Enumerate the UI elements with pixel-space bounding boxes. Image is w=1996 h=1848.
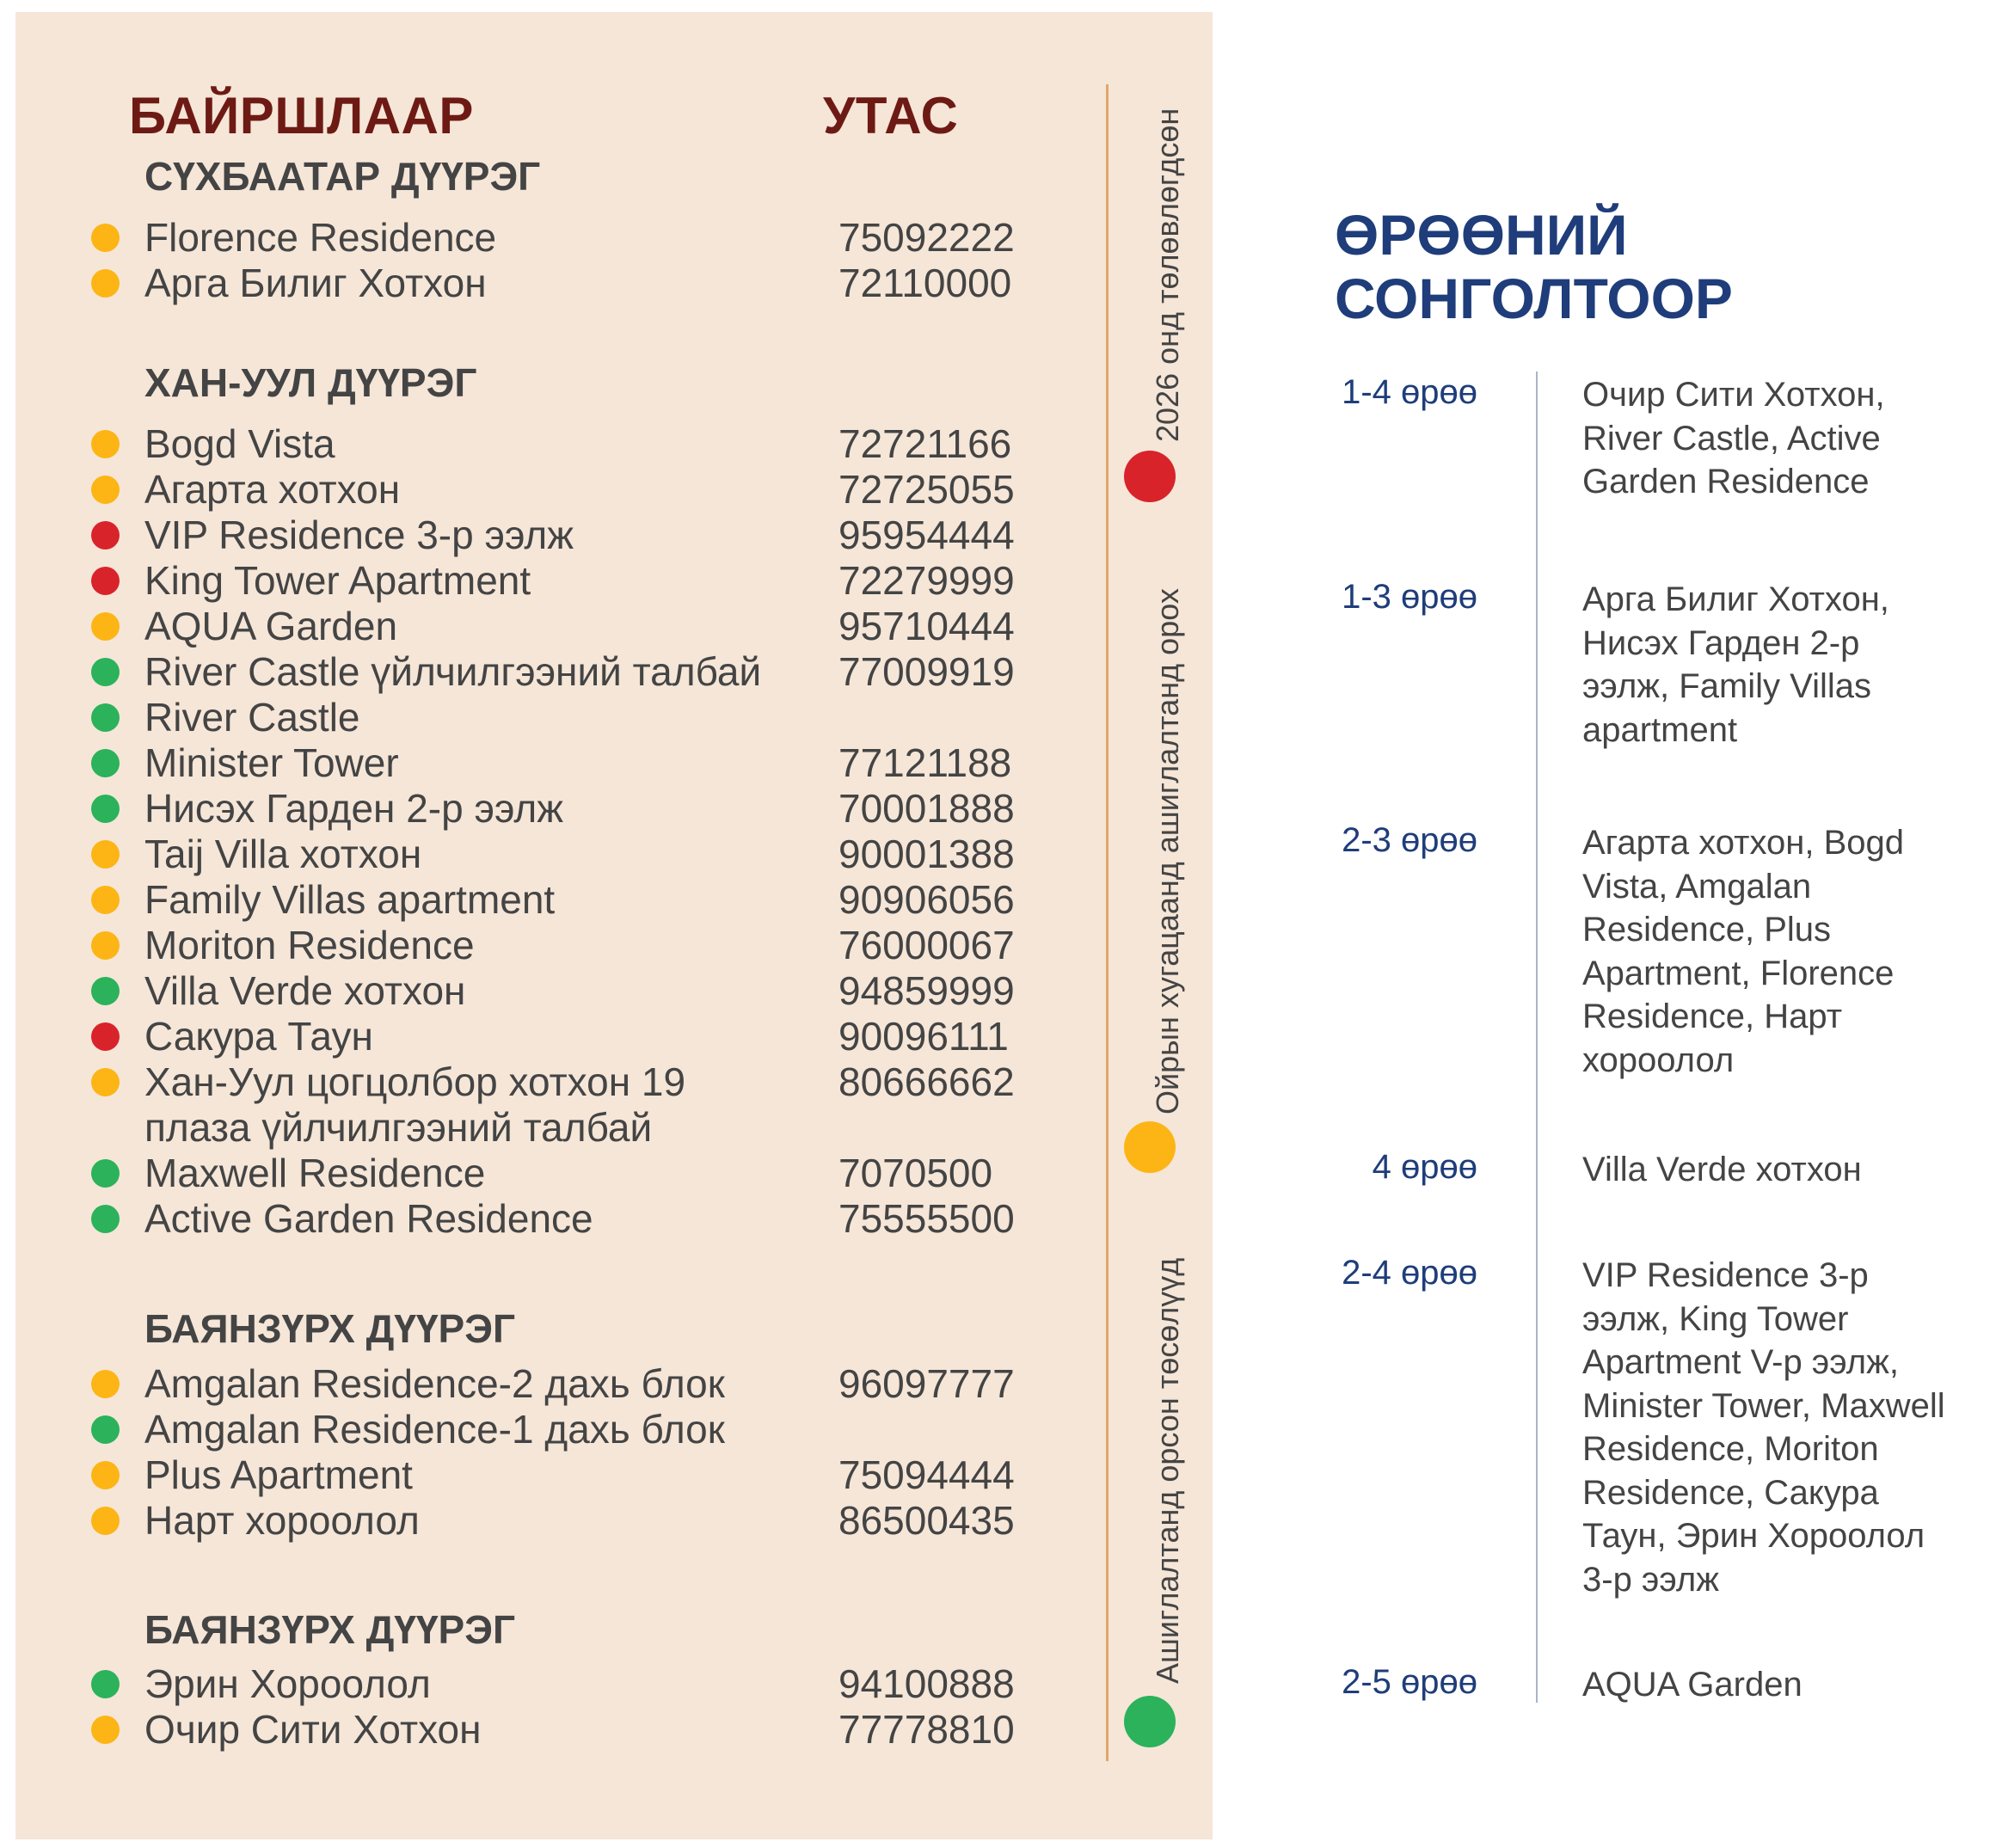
listing-name: Нисэх Гарден 2-р ээлж xyxy=(144,786,564,831)
listing-row xyxy=(15,695,1099,740)
room-count: 2-3 өрөө xyxy=(1342,821,1477,859)
listing-row xyxy=(15,1059,1099,1151)
legend-divider xyxy=(1106,84,1109,1761)
listing-row xyxy=(15,1498,1099,1544)
room-count: 2-5 өрөө xyxy=(1342,1663,1477,1701)
listing-row xyxy=(15,877,1099,923)
listing-row xyxy=(15,1707,1099,1753)
status-dot xyxy=(91,1716,120,1744)
status-dot xyxy=(91,931,120,960)
listing-phone: 77009919 xyxy=(838,649,1015,694)
listing-name: Эрин Хороолол xyxy=(144,1661,431,1706)
status-dot xyxy=(91,476,120,504)
legend-label-planned: 2026 онд төлөвлөгдсөн xyxy=(1150,107,1185,442)
status-dot xyxy=(91,1370,120,1398)
status-dot xyxy=(91,269,120,298)
listing-row xyxy=(15,1407,1099,1452)
listing-phone: 86500435 xyxy=(838,1498,1015,1543)
listing-row xyxy=(15,1014,1099,1059)
listing-name: Taij Villa хотхон xyxy=(144,832,422,876)
listing-name: Amgalan Residence-1 дахь блок xyxy=(144,1407,725,1452)
status-dot xyxy=(91,703,120,732)
listing-phone: 90001388 xyxy=(838,832,1015,876)
listing-row xyxy=(15,513,1099,558)
status-dot xyxy=(91,977,120,1005)
listing-phone: 90096111 xyxy=(838,1014,1009,1059)
listing-phone: 72279999 xyxy=(838,558,1015,603)
room-projects: Агарта хотхон, Bogd Vista, Amgalan Residence, Plus Apartment, Florence Residence, Нарт хороолол xyxy=(1582,824,1905,1079)
room-count: 2-4 өрөө xyxy=(1342,1254,1477,1292)
listing-name: River Castle xyxy=(144,695,360,740)
listing-name: Plus Apartment xyxy=(144,1452,413,1497)
legend-label-completed: Ашиглалтанд орсон төсөлүүд xyxy=(1150,1257,1185,1684)
status-dot xyxy=(91,1205,120,1233)
listing-row xyxy=(15,558,1099,604)
district-title: СҮХБААТАР ДҮҮРЭГ xyxy=(144,154,541,199)
listing-phone: 96097777 xyxy=(838,1361,1015,1406)
status-dot xyxy=(91,521,120,549)
listing-name: Minister Tower xyxy=(144,740,399,785)
listing-phone: 75094444 xyxy=(838,1452,1015,1497)
location-header: БАЙРШЛААР xyxy=(129,87,474,144)
phone-header: УТАС xyxy=(823,87,959,144)
listing-name: VIP Residence 3-р ээлж xyxy=(144,513,574,557)
listing-phone: 77778810 xyxy=(838,1707,1015,1752)
listing-row xyxy=(15,923,1099,968)
room-projects: Арга Билиг Хотхон, Нисэх Гарден 2-р ээлж, Family Villas apartment xyxy=(1582,580,1889,749)
listing-row xyxy=(15,832,1099,877)
listing-name: River Castle үйлчилгээний талбай xyxy=(144,649,762,694)
listing-row xyxy=(15,1661,1099,1707)
district-title: БАЯНЗҮРХ ДҮҮРЭГ xyxy=(144,1607,516,1652)
status-dot xyxy=(91,1022,120,1051)
status-dot xyxy=(91,1507,120,1535)
listing-phone: 75555500 xyxy=(838,1196,1015,1241)
listing-name: Очир Сити Хотхон xyxy=(144,1707,482,1752)
listing-row xyxy=(15,215,1099,261)
status-dot xyxy=(91,430,120,458)
status-dot xyxy=(91,612,120,641)
legend-dot-red xyxy=(1124,451,1176,502)
listing-row xyxy=(15,261,1099,306)
legend-dot-green xyxy=(1124,1696,1176,1747)
legend-dot-yellow xyxy=(1124,1121,1176,1173)
listing-row xyxy=(15,421,1099,467)
listing-phone: 7070500 xyxy=(838,1151,993,1195)
listing-phone: 72110000 xyxy=(838,261,1012,305)
listing-phone: 72721166 xyxy=(838,421,1012,466)
status-dot xyxy=(91,658,120,686)
listing-name: Нарт хороолол xyxy=(144,1498,420,1543)
status-dot xyxy=(91,1461,120,1489)
listing-name: Villa Verde хотхон xyxy=(144,968,466,1013)
room-count: 1-4 өрөө xyxy=(1342,373,1477,411)
room-count: 4 өрөө xyxy=(1372,1148,1477,1186)
listing-row xyxy=(15,467,1099,513)
room-projects: Очир Сити Хотхон, River Castle, Active Garden Residence xyxy=(1582,376,1885,500)
listing-row xyxy=(15,604,1099,649)
status-dot xyxy=(91,567,120,595)
listing-row xyxy=(15,740,1099,786)
listing-name: Active Garden Residence xyxy=(144,1196,593,1241)
room-divider xyxy=(1536,371,1538,1703)
listing-name: AQUA Garden xyxy=(144,604,398,648)
listing-name: Сакура Таун xyxy=(144,1014,373,1059)
listing-phone: 90906056 xyxy=(838,877,1015,922)
listing-name: Арга Билиг Хотхон xyxy=(144,261,487,305)
listing-name: Агарта хотхон xyxy=(144,467,401,512)
room-title-line2: СОНГОЛТООР xyxy=(1335,267,1733,330)
legend-label-upcoming: Ойрын хугацаанд ашиглалтанд орох xyxy=(1150,588,1185,1114)
listing-phone: 80666662 xyxy=(838,1059,1015,1104)
listing-name: Хан-Уул цогцолбор хотхон 19 плаза үйлчилгээний талбай xyxy=(144,1059,686,1150)
room-projects: VIP Residence 3-р ээлж, King Tower Apartment V-р ээлж, Minister Tower, Maxwell Residence, Moriton Residence, Сакура Таун, Эрин Хороолол 3-р ээлж xyxy=(1582,1256,1945,1599)
listing-phone: 95710444 xyxy=(838,604,1015,648)
status-dot xyxy=(91,795,120,823)
status-dot xyxy=(91,1068,120,1096)
listing-row xyxy=(15,786,1099,832)
listing-name: Family Villas apartment xyxy=(144,877,556,922)
listing-row xyxy=(15,968,1099,1014)
listing-phone: 77121188 xyxy=(838,740,1012,785)
listing-phone: 95954444 xyxy=(838,513,1015,557)
listing-phone: 76000067 xyxy=(838,923,1015,967)
status-dot xyxy=(91,840,120,869)
listing-panel xyxy=(15,12,1213,1839)
status-dot xyxy=(91,1415,120,1444)
listing-name: King Tower Apartment xyxy=(144,558,531,603)
listing-row xyxy=(15,1361,1099,1407)
listing-phone: 72725055 xyxy=(838,467,1015,512)
room-projects: AQUA Garden xyxy=(1582,1666,1803,1704)
listing-name: Maxwell Residence xyxy=(144,1151,486,1195)
district-title: ХАН-УУЛ ДҮҮРЭГ xyxy=(144,360,477,405)
listing-phone: 70001888 xyxy=(838,786,1015,831)
status-dot xyxy=(91,1670,120,1698)
listing-phone: 94859999 xyxy=(838,968,1015,1013)
listing-name: Florence Residence xyxy=(144,215,497,260)
status-dot xyxy=(91,749,120,777)
room-projects: Villa Verde хотхон xyxy=(1582,1151,1862,1188)
listing-phone: 94100888 xyxy=(838,1661,1015,1706)
listing-phone: 75092222 xyxy=(838,215,1015,260)
listing-name: Bogd Vista xyxy=(144,421,335,466)
district-title: БАЯНЗҮРХ ДҮҮРЭГ xyxy=(144,1306,516,1351)
status-dot xyxy=(91,886,120,914)
status-dot xyxy=(91,224,120,252)
listing-name: Moriton Residence xyxy=(144,923,475,967)
room-section-title xyxy=(1335,203,1733,330)
listing-row xyxy=(15,649,1099,695)
listing-name: Amgalan Residence-2 дахь блок xyxy=(144,1361,725,1406)
listing-row xyxy=(15,1452,1099,1498)
listing-row xyxy=(15,1151,1099,1196)
room-count: 1-3 өрөө xyxy=(1342,578,1477,616)
status-dot xyxy=(91,1159,120,1188)
room-title-line1: ӨРӨӨНИЙ xyxy=(1335,203,1628,267)
listing-row xyxy=(15,1196,1099,1242)
